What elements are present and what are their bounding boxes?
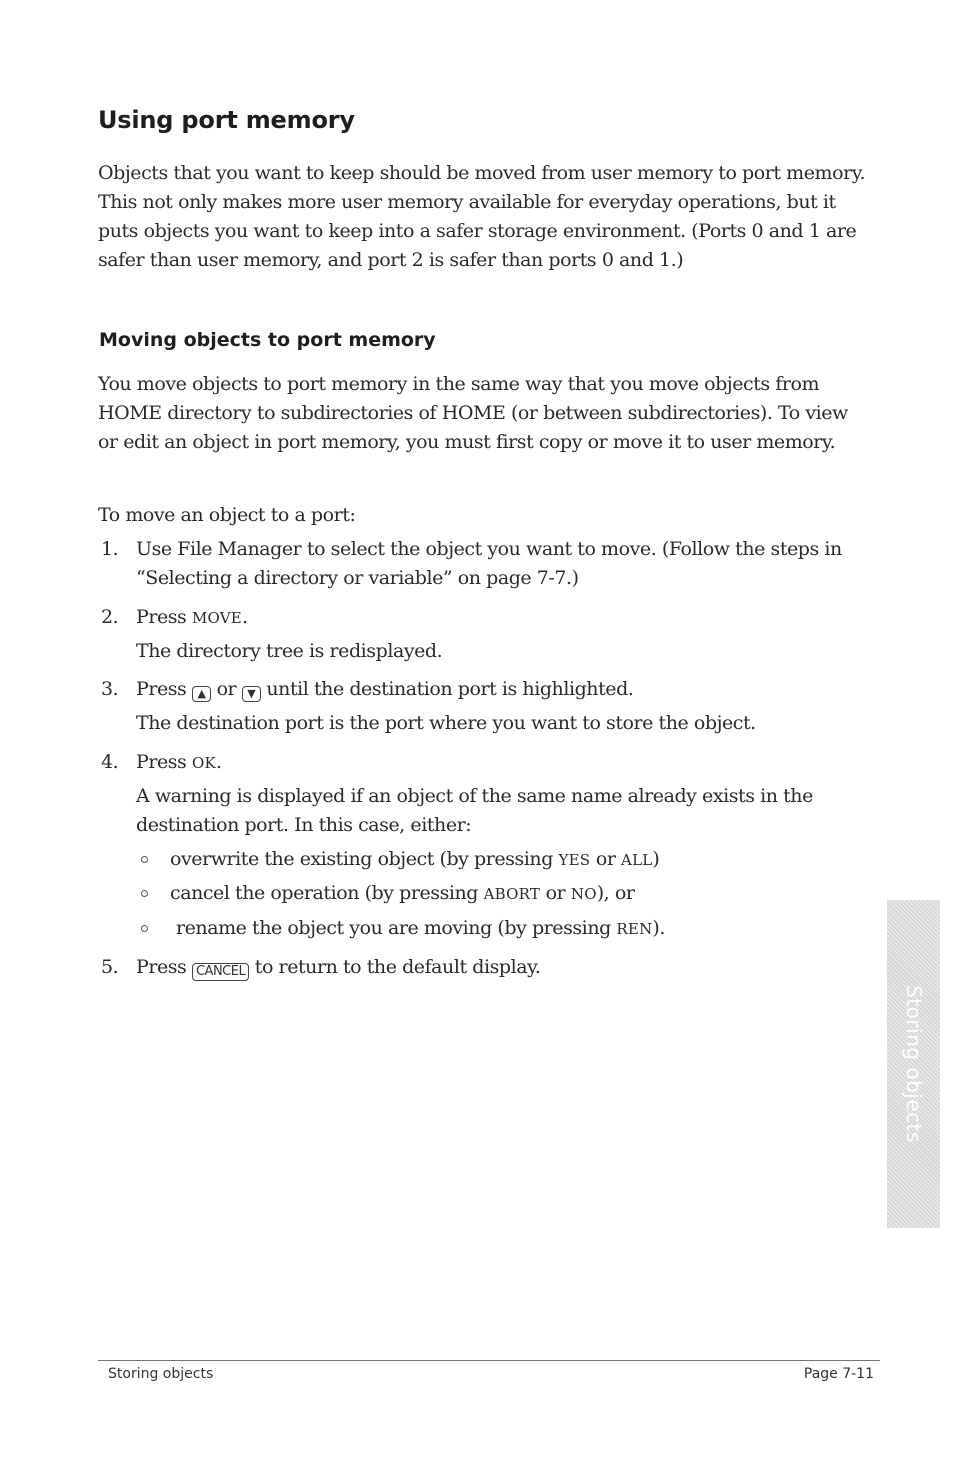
press-word: Press — [136, 956, 187, 978]
footer-page-number: Page 7-11 — [803, 1366, 874, 1382]
bullet-3-pre: rename the object you are moving (by pressing — [176, 917, 611, 939]
bullet-3-post: ). — [652, 917, 665, 939]
page-heading: Using port memory — [98, 106, 355, 134]
section-subheading: Moving objects to port memory — [99, 329, 436, 351]
abort-softkey: ABORT — [483, 885, 541, 903]
bullet-cancel — [170, 879, 870, 909]
step-2-note: The directory tree is redisplayed. — [136, 640, 443, 662]
down-arrow-key-icon: ▼ — [242, 686, 261, 702]
step-1-text: Use File Manager to select the object you want to move. (Follow the steps in “Selecting a directory or variable” on page 7-7.) — [136, 538, 842, 589]
step-number-5: 5. — [101, 956, 119, 978]
step-number-4: 4. — [101, 751, 119, 773]
press-word: Press — [136, 751, 187, 773]
chapter-side-tab-label: Storing objects — [901, 985, 926, 1143]
bullet-1-pre: overwrite the existing object (by pressing — [170, 848, 553, 870]
cancel-key-icon: CANCEL — [192, 963, 249, 981]
ok-softkey: OK — [191, 754, 216, 772]
yes-softkey: YES — [558, 851, 591, 869]
period: . — [241, 606, 248, 628]
step-5-rest: to return to the default display. — [254, 956, 541, 978]
step-3-line — [136, 675, 866, 704]
step-number-1: 1. — [101, 538, 119, 560]
or-word: or — [595, 848, 616, 870]
step-4-note: A warning is displayed if an object of the same name already exists in the destination port. In this case, either: — [136, 785, 813, 836]
chapter-side-tab — [887, 900, 940, 1228]
step-4-line — [136, 748, 866, 778]
press-word: Press — [136, 678, 187, 700]
bullet-overwrite — [170, 845, 870, 875]
step-2-line — [136, 603, 866, 633]
step-number-2: 2. — [101, 606, 119, 628]
up-arrow-key-icon: ▲ — [192, 686, 211, 702]
moving-paragraph: You move objects to port memory in the same way that you move objects from HOME directory to subdirectories of HOME (or between subdirectories). To view or edit an object in port memory, you must first copy or move it to user memory. — [98, 373, 848, 453]
steps-lead: To move an object to a port: — [98, 504, 356, 526]
bullet-icon — [141, 856, 148, 863]
bullet-1-post: ) — [652, 848, 660, 870]
bullet-icon — [141, 890, 148, 897]
step-number-3: 3. — [101, 678, 119, 700]
ren-softkey: REN — [616, 920, 653, 938]
period: . — [215, 751, 222, 773]
move-softkey: MOVE — [191, 609, 242, 627]
step-3-rest: until the destination port is highlighted. — [266, 678, 634, 700]
intro-paragraph: Objects that you want to keep should be moved from user memory to port memory. This not only makes more user memory available for everyday operations, but it puts objects you want to keep into a safer storage environment. (Ports 0 and 1 are safer than user memory, and port 2 is safer than ports 0 and 1.) — [98, 162, 866, 271]
press-word: Press — [136, 606, 187, 628]
or-word: or — [216, 678, 237, 700]
step-3-note: The destination port is the port where you want to store the object. — [136, 712, 756, 734]
bullet-rename — [176, 914, 876, 944]
footer-divider — [98, 1360, 880, 1361]
bullet-2-post: ), or — [596, 882, 635, 904]
footer-chapter-title: Storing objects — [108, 1366, 214, 1382]
no-softkey: NO — [570, 885, 597, 903]
or-word: or — [545, 882, 566, 904]
all-softkey: ALL — [621, 851, 653, 869]
step-5-line — [136, 953, 866, 982]
bullet-2-pre: cancel the operation (by pressing — [170, 882, 479, 904]
bullet-icon — [141, 925, 148, 932]
